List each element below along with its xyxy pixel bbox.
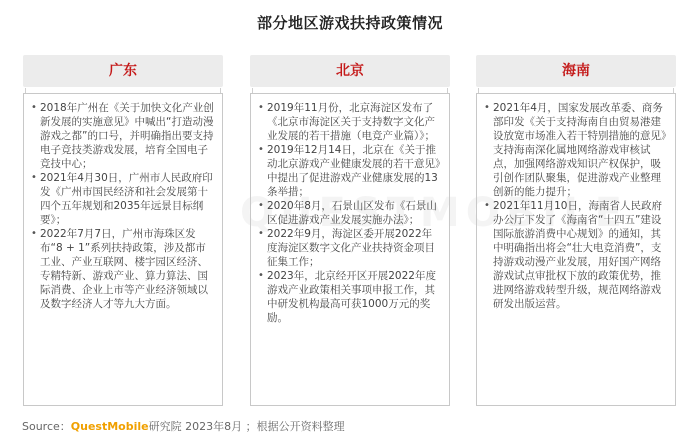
- card-header: 广东: [23, 55, 223, 87]
- card-hainan: [476, 55, 676, 406]
- list-item: • 2019年11月份，北京海淀区发布了《北京市海淀区关于支持数字文化产业发展的若干措施（电竞产业篇）》；: [267, 101, 441, 143]
- policy-list: [24, 94, 222, 311]
- card-guangdong: [23, 55, 223, 406]
- list-item: • 2020年8月，石景山区发布《石景山区促进游戏产业发展实施办法》；: [267, 199, 441, 227]
- card-body: [476, 93, 676, 406]
- list-item: • 2022年9月，海淀区委开展2022年度海淀区数字文化产业扶持资金项目征集工作；: [267, 227, 441, 269]
- list-item: • 2021年11月10日，海南省人民政府办公厅下发了《海南省“十四五”建设国际旅游消费中心规划》的通知，其中明确指出将会“壮大电竞消费”，支持游戏动漫产业发展，用好国产网络游戏试点审批权下放的政策优势，推进网络游戏转型升级，规范网络游戏研发出版运营。: [493, 199, 667, 311]
- list-item: • 2021年4月，国家发展改革委、商务部印发《关于支持海南自由贸易港建设放宽市场准入若干特别措施的意见》支持海南深化属地网络游戏审核试点，加强网络游戏知识产权保护，吸引创作团队聚集，促进游戏产业整理创新的能力提升；: [493, 101, 667, 199]
- card-body: [23, 93, 223, 406]
- brand-name: QuestMobile: [70, 420, 149, 433]
- list-item: • 2022年7月7日，广州市海珠区发布“8 + 1”系列扶持政策，涉及都市工业、产业互联网、楼宇园区经济、专精特新、游戏产业、算力算法、国际消费、企业上市等产业经济领域以及数字经济人才等九大方面。: [40, 227, 214, 311]
- list-item: • 2021年4月30日，广州市人民政府印发《广州市国民经济和社会发展第十四个五年规划和2035年远景目标纲要》；: [40, 171, 214, 227]
- list-item: • 2023年，北京经开区开展2022年度游戏产业政策相关事项申报工作，其中研发机构最高可获1000万元的奖励。: [267, 269, 441, 325]
- page-title: 部分地区游戏扶持政策情况: [256, 14, 443, 32]
- card-beijing: [250, 55, 450, 406]
- list-item: • 2018年广州在《关于加快文化产业创新发展的实施意见》中喊出“打造动漫游戏之都”的口号，并明确指出要支持电子竞技类游戏发展，培育全国电子竞技中心；: [40, 101, 214, 171]
- policy-list: [251, 94, 449, 325]
- list-item: • 2019年12月14日，北京在《关于推动北京游戏产业健康发展的若干意见》中提出了促进游戏产业健康发展的13条举措；: [267, 143, 441, 199]
- source-prefix: Source：: [22, 420, 71, 433]
- policy-list: [477, 94, 675, 311]
- source-suffix: 研究院 2023年8月 ；根据公开资料整理: [148, 420, 345, 433]
- card-header: 海南: [476, 55, 676, 87]
- source-note: [22, 418, 345, 434]
- card-body: [250, 93, 450, 406]
- card-header: 北京: [250, 55, 450, 87]
